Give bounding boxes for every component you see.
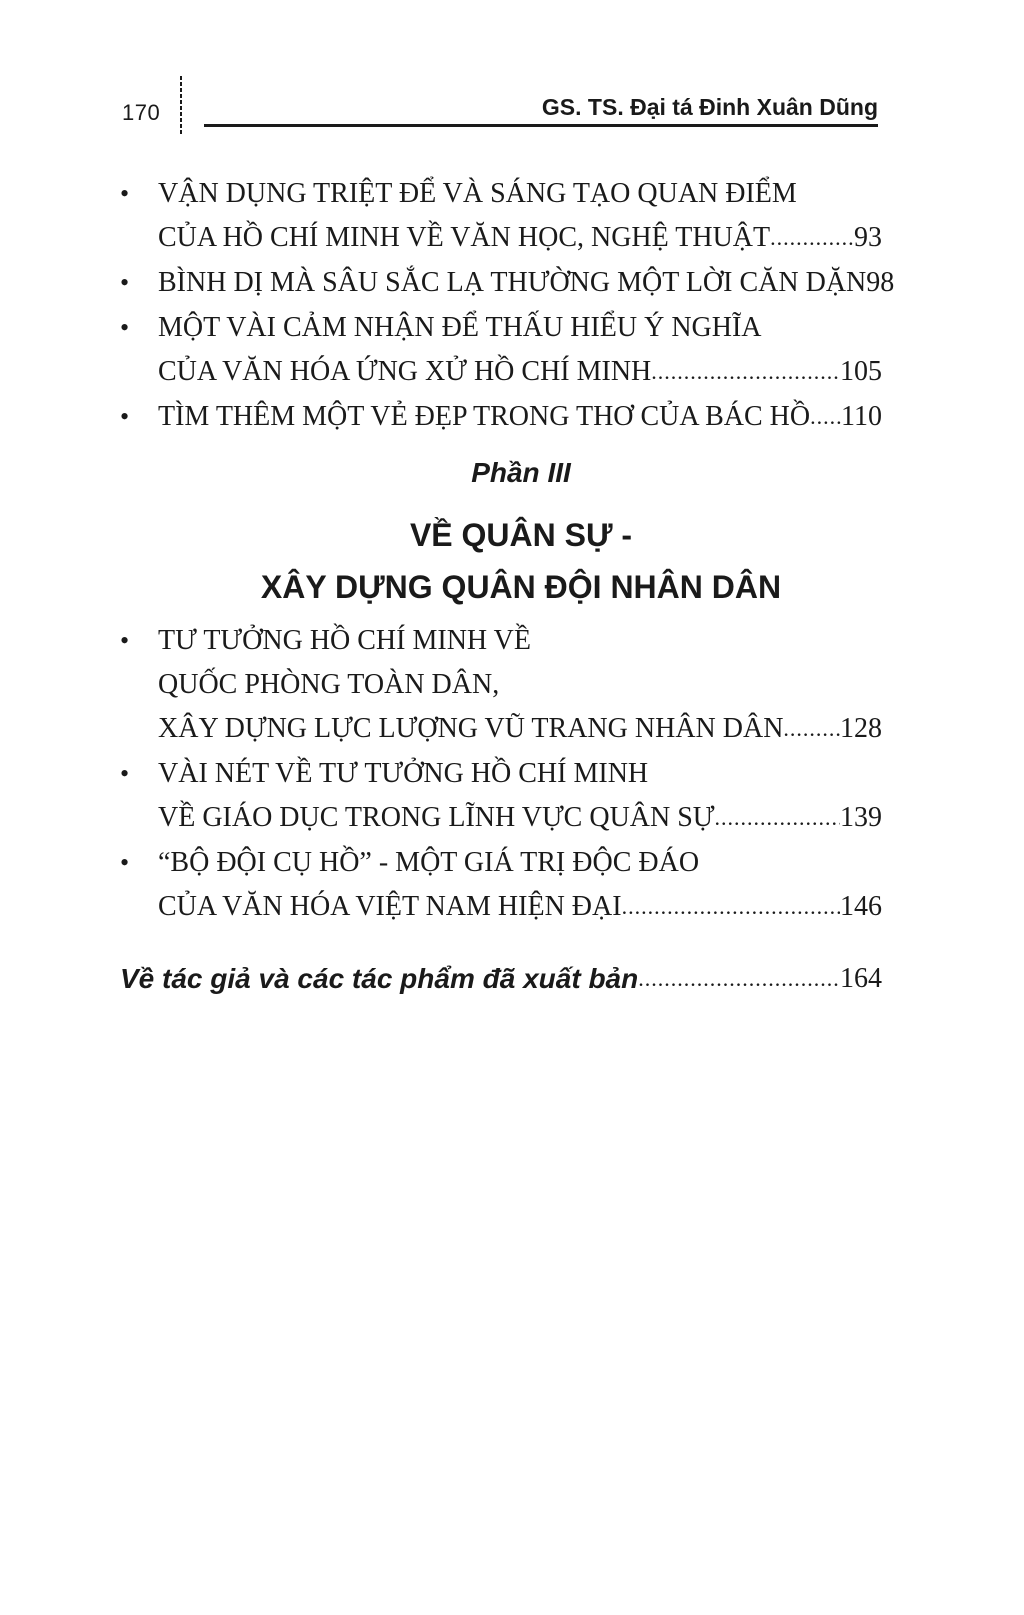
leader-dots xyxy=(783,707,840,751)
toc-entry-line xyxy=(158,619,882,663)
toc-entry-text: TÌM THÊM MỘT VẺ ĐẸP TRONG THƠ CỦA BÁC HỒ xyxy=(158,401,811,432)
toc-entry-lines xyxy=(158,306,882,394)
table-of-contents xyxy=(120,172,895,1001)
toc-entry-text: QUỐC PHÒNG TOÀN DÂN, xyxy=(158,669,500,700)
toc-entry-lines xyxy=(158,841,882,929)
bullet-icon: • xyxy=(120,626,130,655)
toc-entry-text: CỦA HỒ CHÍ MINH VỀ VĂN HỌC, NGHỆ THUẬT xyxy=(158,222,771,253)
toc-entry-line xyxy=(158,395,882,439)
toc-page-number: 164 xyxy=(840,963,882,994)
toc-entry-text: “BỘ ĐỘI CỤ HỒ” - MỘT GIÁ TRỊ ĐỘC ĐÁO xyxy=(158,847,700,878)
part-label: Phần III xyxy=(471,457,571,488)
toc-page-number: 128 xyxy=(840,713,882,744)
header-ornament-icon xyxy=(178,76,184,138)
toc-entry[interactable] xyxy=(120,261,895,305)
toc-entry-line xyxy=(158,172,882,216)
leader-dots xyxy=(622,885,840,929)
toc-entry[interactable] xyxy=(120,306,882,394)
toc-entry-lines xyxy=(158,395,882,439)
toc-entry-text: CỦA VĂN HÓA VIỆT NAM HIỆN ĐẠI xyxy=(158,891,622,922)
toc-entries-part3 xyxy=(120,619,882,929)
bullet-icon: • xyxy=(120,313,130,342)
toc-entry-lines xyxy=(158,261,895,305)
toc-entry[interactable] xyxy=(120,619,882,751)
toc-entry-line xyxy=(158,350,882,394)
toc-page-number: 98 xyxy=(866,267,895,298)
bullet-icon: • xyxy=(120,848,130,877)
toc-entry-line xyxy=(158,707,882,751)
toc-entry[interactable] xyxy=(120,172,882,260)
leader-dots xyxy=(651,350,840,394)
toc-final-entry[interactable] xyxy=(120,957,882,1001)
toc-entry[interactable] xyxy=(120,395,882,439)
toc-entry-lines xyxy=(158,619,882,751)
toc-entry-line xyxy=(158,306,882,350)
bullet-icon: • xyxy=(120,268,130,297)
bullet-icon: • xyxy=(120,402,130,431)
toc-entry-text: CỦA VĂN HÓA ỨNG XỬ HỒ CHÍ MINH xyxy=(158,356,652,387)
leader-dots xyxy=(715,796,840,840)
part-title-line: XÂY DỰNG QUÂN ĐỘI NHÂN DÂN xyxy=(260,569,782,605)
toc-entry-text: VẬN DỤNG TRIỆT ĐỂ VÀ SÁNG TẠO QUAN ĐIỂM xyxy=(158,178,797,209)
bullet-icon: • xyxy=(120,179,130,208)
toc-entry[interactable] xyxy=(120,841,882,929)
toc-entry-line xyxy=(158,216,882,260)
toc-page-number: 93 xyxy=(854,222,882,253)
toc-entry-text: VỀ GIÁO DỤC TRONG LĨNH VỰC QUÂN SỰ xyxy=(158,802,715,833)
header-rule xyxy=(204,124,878,127)
leader-dots xyxy=(638,957,840,1001)
leader-dots xyxy=(810,395,841,439)
toc-entries-top xyxy=(120,172,895,439)
running-title: GS. TS. Đại tá Đinh Xuân Dũng xyxy=(541,94,878,120)
leader-dots xyxy=(770,216,854,260)
toc-entry-line xyxy=(158,663,882,707)
toc-entry-line xyxy=(158,796,882,840)
toc-entry-line xyxy=(158,261,895,305)
bullet-icon: • xyxy=(120,759,130,788)
toc-entry-text: XÂY DỰNG LỰC LƯỢNG VŨ TRANG NHÂN DÂN xyxy=(158,713,784,744)
toc-entry-text: TƯ TƯỞNG HỒ CHÍ MINH VỀ xyxy=(158,625,531,656)
toc-page-number: 139 xyxy=(840,802,882,833)
part-title-line: VỀ QUÂN SỰ - xyxy=(409,517,633,553)
toc-page-number: 105 xyxy=(840,356,882,387)
toc-entry-line xyxy=(158,841,882,885)
toc-entry-line xyxy=(158,752,882,796)
toc-page-number: 110 xyxy=(841,401,882,432)
toc-entry-text: BÌNH DỊ MÀ SÂU SẮC LẠ THƯỜNG MỘT LỜI CĂN DẶN xyxy=(158,267,867,298)
toc-entry-text: VÀI NÉT VỀ TƯ TƯỞNG HỒ CHÍ MINH xyxy=(158,758,649,789)
toc-page-number: 146 xyxy=(840,891,882,922)
toc-final-entry-title: Về tác giả và các tác phẩm đã xuất bản xyxy=(120,963,639,994)
page-number: 170 xyxy=(122,100,161,125)
toc-entry[interactable] xyxy=(120,752,882,840)
toc-entry-line xyxy=(158,885,882,929)
part-title xyxy=(120,509,882,613)
toc-entry-text: MỘT VÀI CẢM NHẬN ĐỂ THẤU HIỂU Ý NGHĨA xyxy=(158,312,762,343)
toc-entry-lines xyxy=(158,172,882,260)
toc-entry-lines xyxy=(158,752,882,840)
